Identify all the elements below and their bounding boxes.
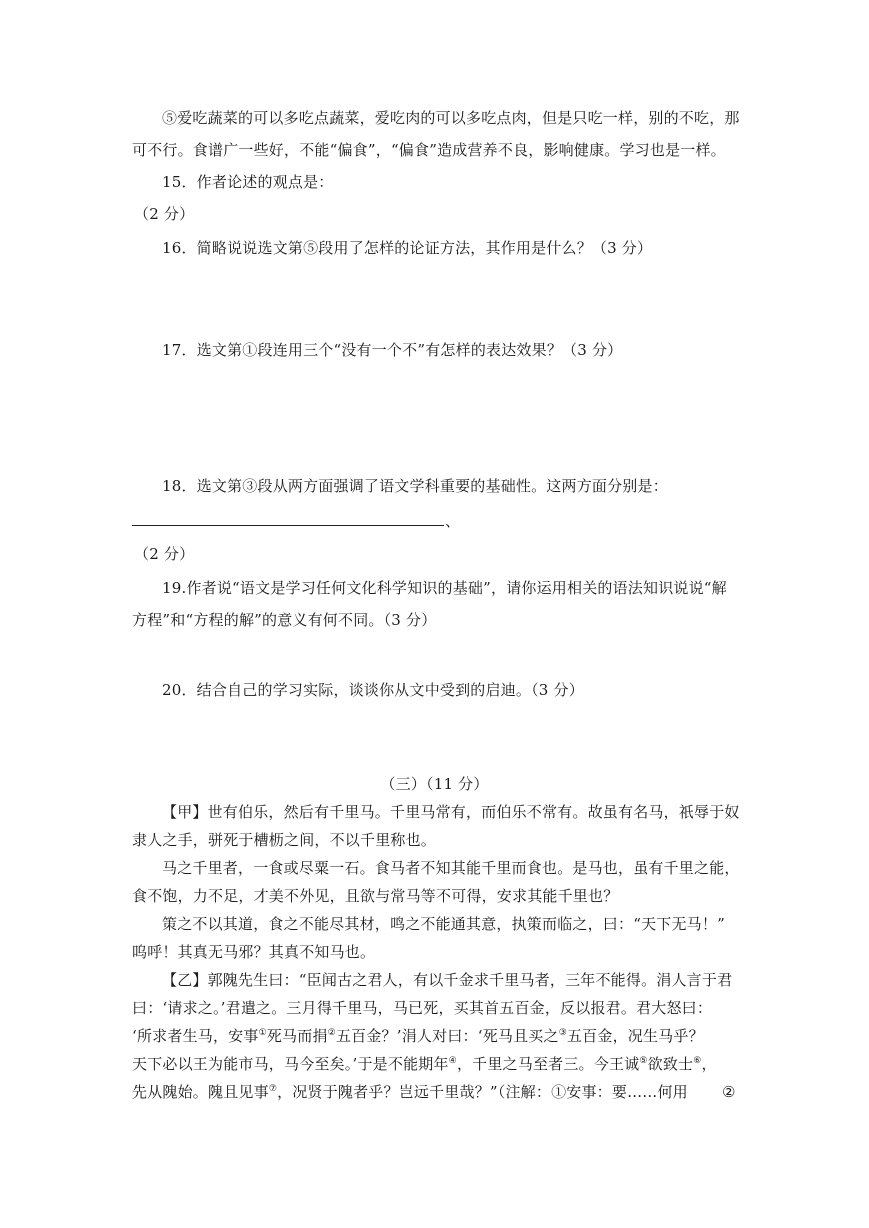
question-18-score: （2 分）: [134, 545, 195, 563]
footnote-marker-2: ②: [327, 1028, 336, 1038]
yi-line-3-part-c: 五百金？’涓人对曰：‘死马且买之: [335, 1027, 559, 1045]
question-19-line-1: 19.作者说“语文是学习任何文化科学知识的基础”，请你运用相关的语法知识说说“解: [162, 579, 727, 597]
footnote-marker-4: ④: [448, 1056, 457, 1066]
footnote-marker-6: ⑥: [693, 1056, 702, 1066]
yi-line-1: 【乙】郭隗先生曰：“臣闻古之君人，有以千金求千里马者，三年不能得。涓人言于君: [162, 971, 733, 989]
question-19-line-2: 方程”和“方程的解”的意义有何不同。（3 分）: [132, 611, 437, 629]
footnote-marker-7: ⑦: [268, 1084, 278, 1094]
question-15-score: （2 分）: [134, 205, 195, 223]
yi-line-3-part-a: ‘所求者生马，安事: [132, 1027, 259, 1045]
yi-line-4-part-b: ，千里之马至者三。今王诚: [456, 1055, 640, 1073]
jia-paragraph-2-line-1: 马之千里者，一食或尽粟一石。食马者不知其能千里而食也。是马也，虽有千里之能，: [162, 859, 740, 877]
paragraph-5-line-1: ⑤爱吃蔬菜的可以多吃点蔬菜，爱吃肉的可以多吃点肉，但是只吃一样，别的不吃，那: [162, 109, 740, 127]
question-16: 16．简略说说选文第⑤段用了怎样的论证方法，其作用是什么？（3 分）: [162, 239, 653, 257]
yi-line-3-part-b: 死马而捐: [266, 1027, 328, 1045]
yi-line-2: 曰：‘请求之。’君遣之。三月得千里马，马已死，买其首五百金，反以报君。君大怒曰：: [132, 999, 713, 1017]
jia-paragraph-3-line-1: 策之不以其道，食之不能尽其材，鸣之不能通其意，执策而临之，曰：“天下无马！”: [162, 915, 725, 933]
footnote-2-marker: ②: [722, 1083, 736, 1101]
yi-line-4-part-d: ，: [701, 1055, 717, 1073]
yi-line-5: [132, 1082, 688, 1102]
yi-line-3-part-d: 五百金，况生马乎？: [566, 1027, 704, 1045]
jia-paragraph-2-line-2: 食不饱，力不足，才美不外见，且欲与常马等不可得，安求其能千里也？: [132, 887, 619, 905]
jia-paragraph-3-line-2: 呜呼！其真无马邪？其真不知马也。: [132, 943, 376, 961]
jia-paragraph-1-line-2: 隶人之手，骈死于槽枥之间，不以千里称也。: [132, 831, 437, 849]
yi-line-4: [132, 1054, 717, 1074]
question-18: 18．选文第③段从两方面强调了语文学科重要的基础性。这两方面分别是：: [162, 477, 668, 495]
footnote-marker-1: ①: [258, 1028, 267, 1038]
paragraph-5-line-2: 可不行。食谱广一些好，不能“偏食”，“偏食”造成营养不良，影响健康。学习也是一样。: [132, 141, 726, 159]
footnote-marker-3: ③: [558, 1028, 567, 1038]
question-17: 17．选文第①段连用三个“没有一个不”有怎样的表达效果？（3 分）: [162, 341, 623, 359]
question-18-separator: 、: [445, 512, 461, 530]
yi-line-4-part-c: 欲致士: [647, 1055, 694, 1073]
section-3-heading: （三）（11 分）: [380, 775, 489, 793]
yi-line-5-part-a: 先从隗始。隗且见事: [132, 1083, 269, 1101]
yi-line-5-part-b: ，况贤于隗者乎？岂远千里哉？”（注解：①安事：要……何用: [277, 1083, 688, 1101]
footnote-marker-5: ⑤: [639, 1056, 648, 1066]
yi-line-4-part-a: 天下必以王为能市马，马今至矣。’于是不能期年: [132, 1055, 449, 1073]
jia-paragraph-1-line-1: 【甲】世有伯乐，然后有千里马。千里马常有，而伯乐不常有。故虽有名马，祇辱于奴: [162, 803, 740, 821]
question-15: 15．作者论述的观点是：: [162, 173, 334, 191]
answer-blank-line: [132, 524, 444, 526]
yi-line-3: [132, 1026, 704, 1046]
question-20: 20．结合自己的学习实际，谈谈你从文中受到的启迪。（3 分）: [162, 681, 584, 699]
